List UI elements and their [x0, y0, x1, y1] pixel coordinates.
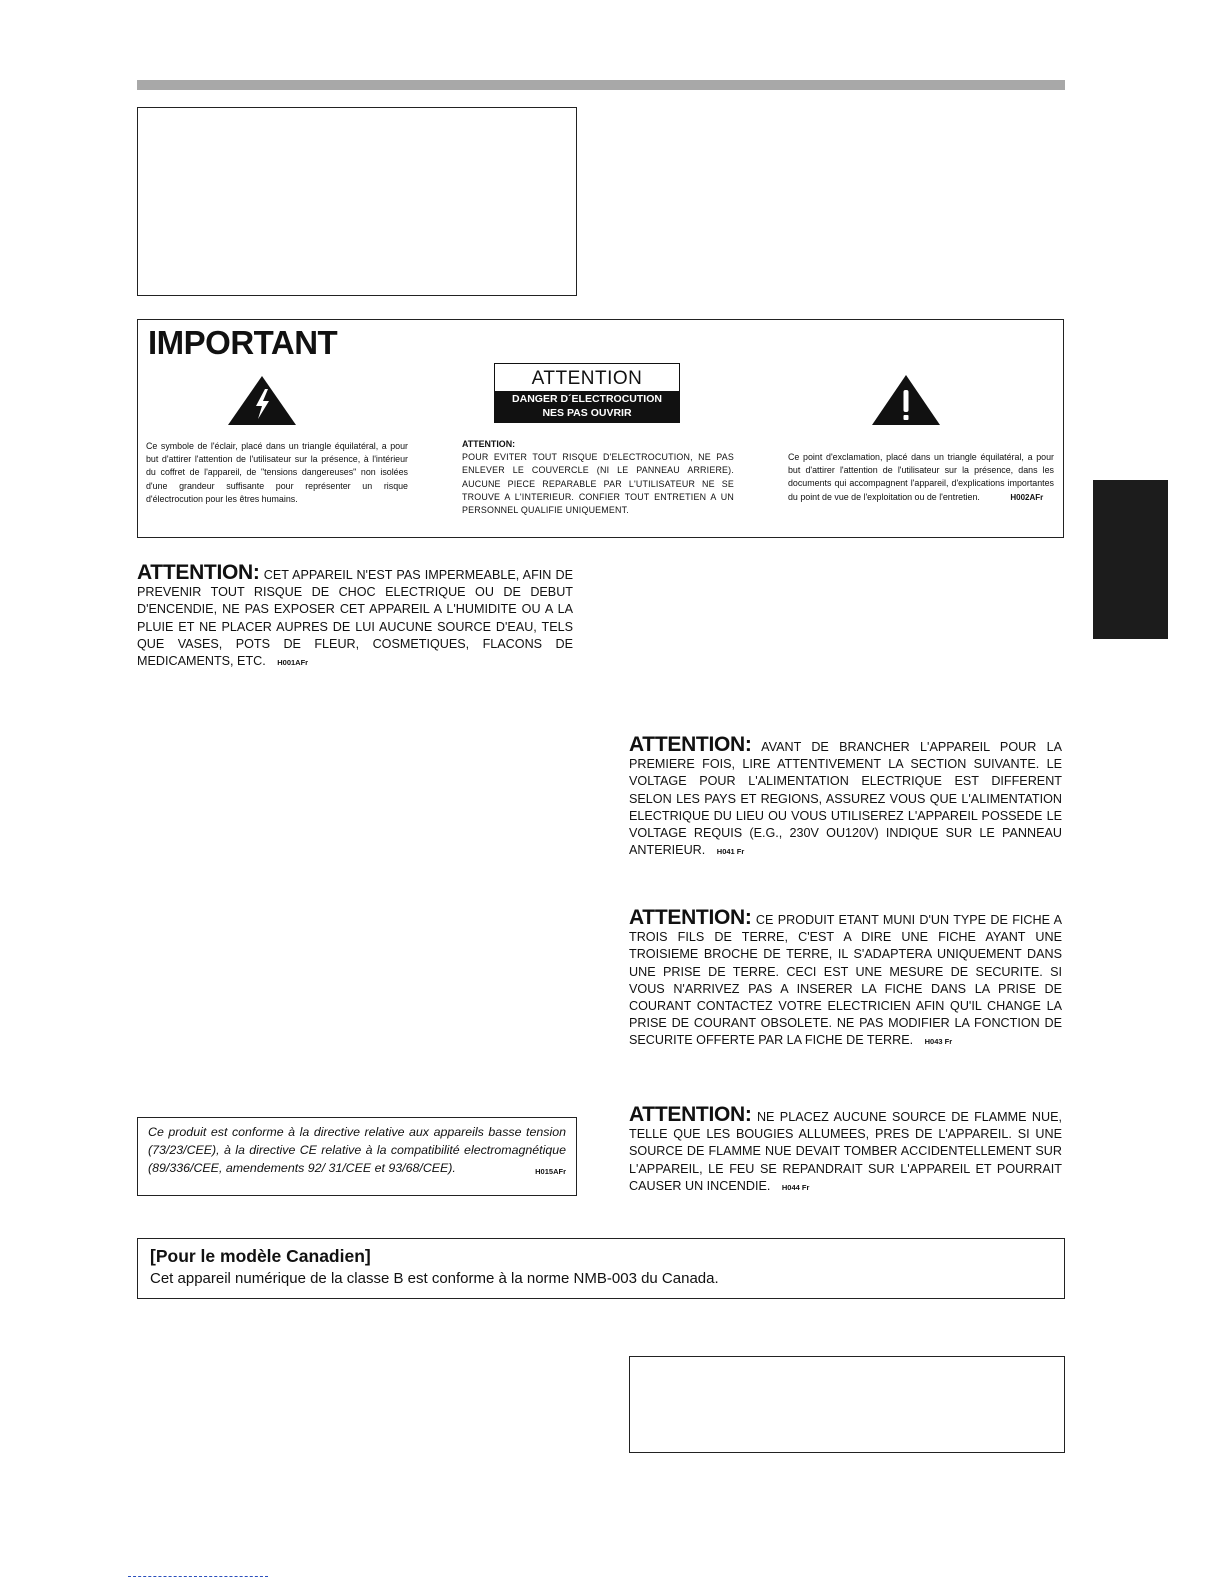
exclamation-explanation-text: Ce point d'exclamation, placé dans un triangle équilatéral, a pour but d'attirer l'attention de l'utilisateur sur la présence, dans les documents qui accompagnent l'appareil, d'explications importantes du point de vue de l'exploitation ou de l'entretien.: [788, 452, 1054, 502]
attention-explanation-text: POUR EVITER TOUT RISQUE D'ELECTROCUTION, NE PAS ENLEVER LE COUVERCLE (NI LE PANNEAU ARRIERE). AUCUNE PIECE REPARABLE PAR L'UTILISATEUR NE SE TROUVE A L'INTERIEUR. CONFIER TOUT ENTRETIEN A UN PERSONNEL QUALIFIE UNIQUEMENT.: [462, 452, 734, 516]
flame-warning: [629, 1103, 1063, 1196]
voltage-warning-lead: ATTENTION:: [629, 733, 752, 756]
plug-warning-code: H043 Fr: [924, 1037, 953, 1047]
conformity-box: [137, 1117, 577, 1196]
canada-box: [137, 1238, 1065, 1299]
voltage-warning-code: H041 Fr: [716, 847, 745, 857]
flame-warning-lead: ATTENTION:: [629, 1103, 752, 1126]
footer-rule: [128, 1576, 268, 1577]
exclamation-code: H002AFr: [1010, 492, 1044, 502]
blank-notice-box-top: [137, 107, 577, 296]
language-tab[interactable]: [1093, 480, 1168, 639]
lightning-explanation: Ce symbole de l'éclair, placé dans un triangle équilatéral, a pour but d'attirer l'attention de l'utilisateur sur la présence, à l'intérieur du coffret de l'appareil, de "tensions dangereuses" non isolées d'une grandeur suffisante pour représenter un risque d'électrocution pour les êtres humains.: [146, 441, 408, 504]
voltage-warning-text: AVANT DE BRANCHER L'APPAREIL POUR LA PREMIERE FOIS, LIRE ATTENTIVEMENT LA SECTION SUIVANTE. LE VOLTAGE POUR L'ALIMENTATION ELECTRIQUE EST DIFFERENT SELON LES PAYS ET REGIONS, ASSUREZ VOUS QUE L'ALIMENTATION ELECTRIQUE DU LIEU OU VOUS UTILISEREZ L'APPAREIL POSSEDE LE VOLTAGE REQUIS (E.G., 230V OU120V) INDIQUE SUR LE PANNEAU ANTERIEUR.: [629, 740, 1062, 858]
conformity-text: Ce produit est conforme à la directive relative aux appareils basse tension (73/23/CEE), à la directive CE relative à la compatibilité electromagnétique (89/336/CEE, amendements 92/ 31/CEE et 93/68/CEE).: [148, 1125, 566, 1175]
exclamation-warning-icon: [871, 374, 941, 426]
flame-warning-text: NE PLACEZ AUCUNE SOURCE DE FLAMME NUE, TELLE QUE LES BOUGIES ALLUMEES, PRES DE L'APPAREIL. SI UNE SOURCE DE FLAMME NUE DEVAIT TOMBER ACCIDENTELLEMENT SUR L'APPAREIL, LE FEU SE REPANDRAIT SUR L'APPAREIL ET POURRAIT CAUSER UN INCENDIE.: [629, 1110, 1063, 1193]
conformity-code: H015AFr: [535, 1167, 566, 1176]
caution-label-warning: [495, 391, 679, 422]
attention-explanation: [462, 438, 734, 517]
water-warning-lead: ATTENTION:: [137, 561, 260, 584]
caution-label-line1: DANGER D´ELECTROCUTION: [512, 393, 662, 405]
lightning-warning-icon: [227, 375, 297, 426]
exclamation-explanation: [788, 451, 1054, 504]
plug-warning-lead: ATTENTION:: [629, 906, 752, 929]
voltage-warning: [629, 733, 1062, 860]
flame-warning-code: H044 Fr: [781, 1182, 810, 1192]
caution-label-title: ATTENTION: [531, 368, 643, 389]
header-rule: [137, 80, 1065, 90]
caution-label-line2: NES PAS OUVRIR: [542, 407, 632, 419]
caution-label: [494, 363, 680, 423]
water-warning-text: CET APPAREIL N'EST PAS IMPERMEABLE, AFIN DE PREVENIR TOUT RISQUE DE CHOC ELECTRIQUE OU DE DEBUT D'ENCENDIE, NE PAS EXPOSER CET APPAREIL A L'HUMIDITE OU A LA PLUIE ET NE PLACER AUPRES DE LUI AUCUNE SOURCE D'EAU, TELS QUE VASES, POTS DE FLEUR, COSMETIQUES, FLACONS DE MEDICAMENTS, ETC.: [137, 568, 573, 669]
canada-title: [Pour le modèle Canadien]: [150, 1246, 371, 1266]
water-warning: [137, 561, 573, 671]
important-heading: IMPORTANT: [148, 324, 338, 361]
canada-text: Cet appareil numérique de la classe B est conforme à la norme NMB-003 du Canada.: [150, 1270, 719, 1287]
blank-notice-box-bottom: [629, 1356, 1065, 1453]
water-warning-code: H001AFr: [277, 658, 309, 668]
plug-warning: [629, 906, 1063, 1051]
plug-warning-text: CE PRODUIT ETANT MUNI D'UN TYPE DE FICHE A TROIS FILS DE TERRE, C'EST A DIRE UNE FICHE AYANT UNE TROISIEME BROCHE DE TERRE, IL S'ADAPTERA UNIQUEMENT DANS UNE PRISE DE TERRE. CECI EST UNE MESURE DE SECURITE. SI VOUS N'ARRIVEZ PAS A INSERER LA FICHE DANS LA PRISE DE COURANT CONTACTEZ VOTRE ELECTRICIEN AFIN QU'IL CHANGE LA PRISE DE COURANT OBSOLETE. NE PAS MODIFIER LA FONCTION DE SECURITE OFFERTE PAR LA FICHE DE TERRE.: [629, 913, 1063, 1048]
attention-explanation-title: ATTENTION:: [462, 439, 516, 449]
important-box: [137, 319, 1064, 538]
